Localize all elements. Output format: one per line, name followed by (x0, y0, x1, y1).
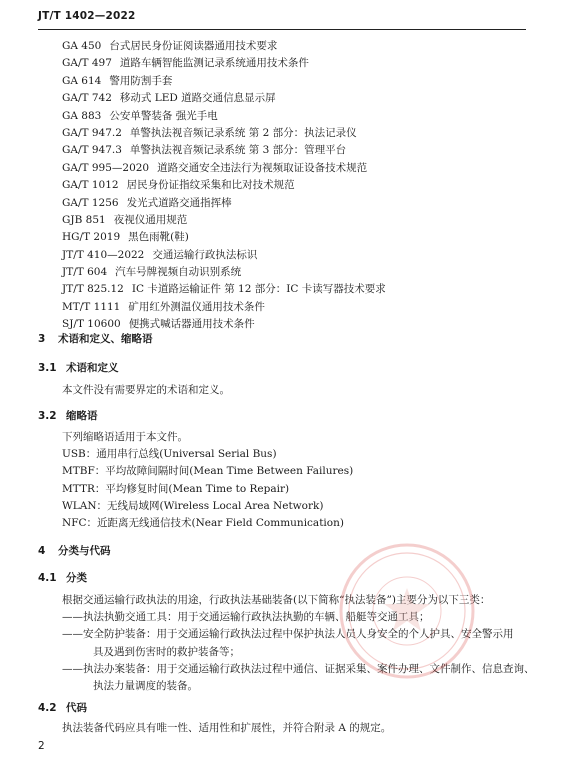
reference-code: GA/T 742 (62, 92, 112, 105)
list-item: ——执法办案装备：用于交通运输行政执法过程中通信、证据采集、案件办理、文件制作、信息查询、 (62, 662, 535, 675)
reference-item (62, 38, 386, 55)
section-number: 4 (38, 545, 46, 557)
section-title: 分类与代码 (58, 545, 111, 557)
abbreviation-item: MTBF：平均故障间隔时间(Mean Time Between Failures) (62, 465, 354, 478)
reference-item (62, 195, 386, 212)
reference-code: GA/T 995—2020 (62, 161, 150, 174)
section-4-2-body (62, 720, 391, 737)
reference-code: GA/T 1012 (62, 179, 119, 192)
reference-item (62, 247, 386, 264)
reference-code: JT/T 410—2022 (62, 248, 145, 261)
section-3-2-heading (38, 408, 98, 423)
reference-item (62, 212, 386, 229)
section-title: 术语和定义、缩略语 (58, 333, 153, 345)
paragraph-line: 执法装备代码应具有唯一性、适用性和扩展性，并符合附录 A 的规定。 (62, 722, 392, 734)
reference-code: GA/T 947.2 (62, 126, 122, 139)
section-number: 3.1 (38, 362, 57, 374)
reference-code: JT/T 825.12 (62, 283, 124, 296)
list-item: ——执法执勤交通工具：用于交通运输行政执法执勤的车辆、船艇等交通工具； (62, 611, 430, 624)
paragraph-line: 本文件没有需要界定的术语和定义。 (62, 384, 230, 396)
reference-item (62, 229, 386, 246)
reference-item (62, 73, 386, 90)
section-number: 4.1 (38, 572, 57, 584)
section-4-1-body (62, 592, 535, 695)
reference-item (62, 90, 386, 107)
page-number: 2 (38, 740, 45, 752)
paragraph-line: 根据交通运输行政执法的用途，行政执法基础装备(以下简称“执法装备”)主要分为以下三类： (62, 594, 491, 606)
abbreviation-item: WLAN：无线局域网(Wireless Local Area Network) (62, 499, 324, 512)
list-item-continuation: 具及遇到伤害时的救护装备等； (93, 645, 240, 658)
list-item-continuation: 执法力量调度的装备。 (93, 679, 198, 692)
reference-item (62, 160, 386, 177)
section-3-heading (38, 331, 153, 346)
reference-code: SJ/T 10600 (62, 318, 121, 331)
section-title: 术语和定义 (66, 362, 119, 374)
reference-title: 移动式 LED 道路交通信息显示屏 (119, 92, 276, 105)
abbreviations-intro: 下列缩略语适用于本文件。 (62, 431, 188, 443)
section-3-1-body (62, 382, 230, 399)
list-item: ——安全防护装备：用于交通运输行政执法过程中保护执法人员人身安全的个人护具、安全警示用 (62, 628, 514, 641)
standard-number: JT/T 1402—2022 (38, 10, 136, 22)
reference-title: 交通运输行政执法标识 (152, 248, 258, 261)
normative-references-list (62, 38, 386, 334)
reference-title: 矿用红外测温仪通用技术条件 (128, 300, 265, 313)
reference-title: 警用防割手套 (109, 74, 173, 87)
reference-title: 发光式道路交通指挥棒 (126, 196, 232, 209)
reference-item (62, 55, 386, 72)
section-number: 3.2 (38, 410, 57, 422)
section-title: 代码 (66, 702, 87, 714)
reference-title: 汽车号牌视频自动识别系统 (115, 266, 242, 279)
reference-title: 道路车辆智能监测记录系统通用技术条件 (119, 57, 309, 70)
reference-code: GA 883 (62, 109, 102, 122)
reference-item (62, 142, 386, 159)
section-4-2-heading (38, 700, 87, 715)
section-3-1-heading (38, 360, 119, 375)
reference-code: MT/T 1111 (62, 300, 121, 313)
reference-title: 黑色雨靴(鞋) (128, 231, 189, 244)
reference-title: 单警执法视音频记录系统 第 3 部分：管理平台 (129, 144, 347, 157)
reference-code: GA/T 497 (62, 57, 112, 70)
abbreviation-item: USB：通用串行总线(Universal Serial Bus) (62, 448, 277, 461)
reference-item (62, 177, 386, 194)
reference-item (62, 299, 386, 316)
reference-code: GA 450 (62, 40, 102, 52)
section-title: 分类 (66, 572, 87, 584)
reference-code: GA/T 947.3 (62, 144, 122, 157)
reference-title: IC 卡道路运输证件 第 12 部分：IC 卡读写器技术要求 (131, 283, 386, 296)
section-4-heading (38, 543, 111, 558)
abbreviations-list (62, 429, 353, 532)
reference-item (62, 281, 386, 298)
section-number: 3 (38, 333, 46, 345)
reference-title: 便携式喊话器通用技术条件 (128, 318, 255, 331)
reference-item (62, 108, 386, 125)
reference-title: 台式居民身份证阅读器通用技术要求 (109, 40, 278, 52)
reference-title: 公安单警装备 强光手电 (109, 109, 218, 122)
abbreviation-item: NFC：近距离无线通信技术(Near Field Communication) (62, 516, 344, 529)
section-number: 4.2 (38, 702, 57, 714)
section-4-1-heading (38, 570, 87, 585)
abbreviation-item: MTTR：平均修复时间(Mean Time to Repair) (62, 482, 290, 495)
reference-title: 道路交通安全违法行为视频取证设备技术规范 (157, 161, 368, 174)
reference-code: JT/T 604 (62, 266, 108, 279)
reference-title: 单警执法视音频记录系统 第 2 部分：执法记录仪 (129, 126, 357, 139)
reference-title: 夜视仪通用规范 (113, 213, 188, 226)
header-rule (38, 29, 526, 30)
reference-code: GA/T 1256 (62, 196, 119, 209)
reference-item (62, 264, 386, 281)
section-title: 缩略语 (66, 410, 98, 422)
reference-code: HG/T 2019 (62, 231, 121, 244)
reference-code: GA 614 (62, 74, 102, 87)
reference-title: 居民身份证指纹采集和比对技术规范 (126, 179, 295, 192)
reference-code: GJB 851 (62, 213, 106, 226)
reference-item (62, 125, 386, 142)
